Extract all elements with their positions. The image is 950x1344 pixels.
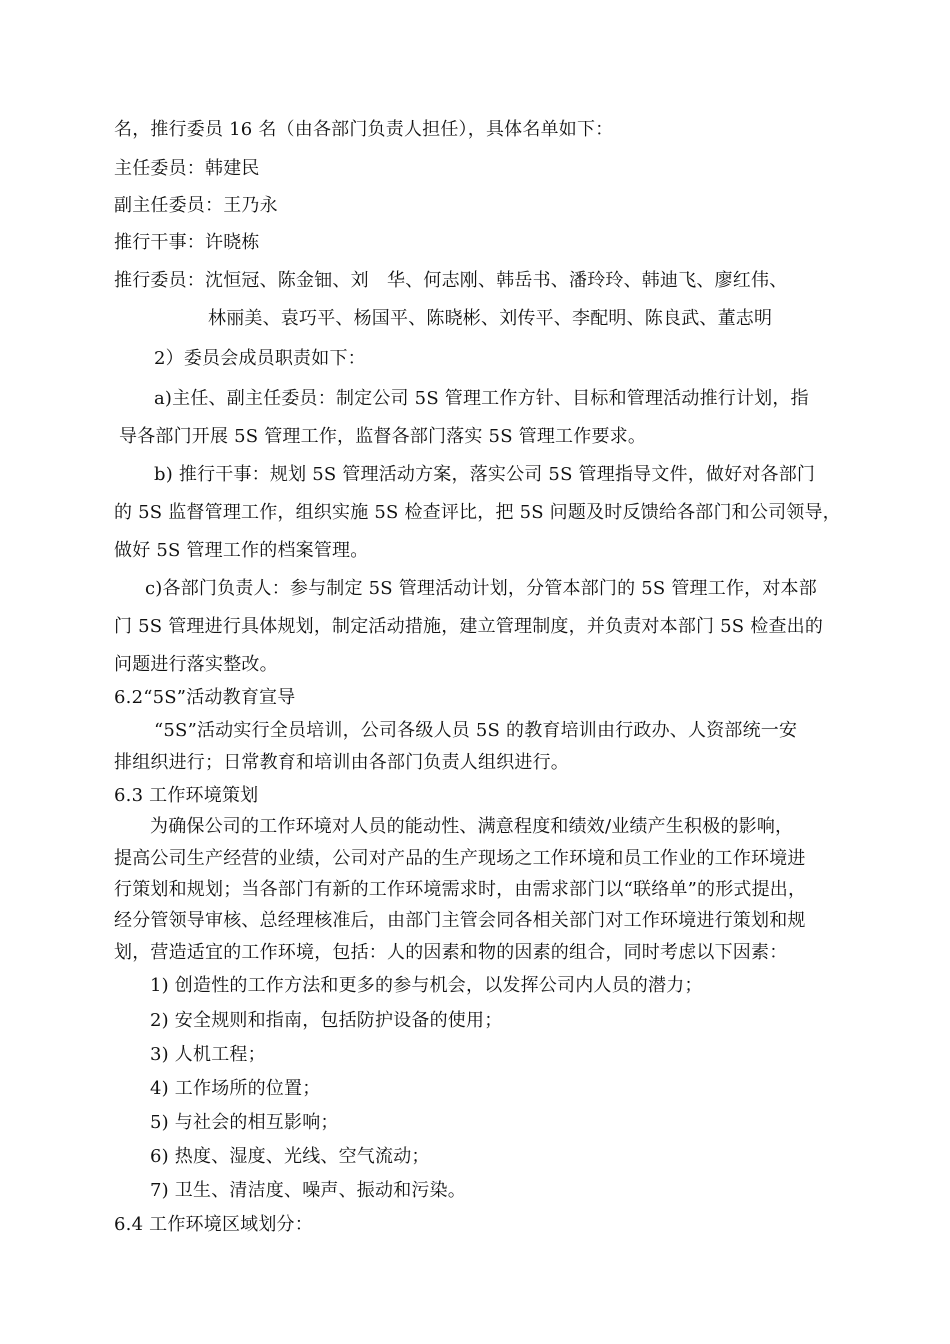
text-line: 2）委员会成员职责如下：	[154, 348, 366, 369]
text-line: 做好 5S 管理工作的档案管理。	[114, 540, 369, 561]
list-item: 7) 卫生、清洁度、噪声、振动和污染。	[150, 1180, 466, 1201]
text-line: 主任委员：韩建民	[114, 158, 260, 179]
text-line: 导各部门开展 5S 管理工作，监督各部门落实 5S 管理工作要求。	[119, 426, 647, 447]
section-heading: 6.2“5S”活动教育宣导	[114, 687, 296, 708]
text-line: 经分管领导审核、总经理核准后，由部门主管会同各相关部门对工作环境进行策划和规	[114, 910, 806, 931]
text-line: a)主任、副主任委员：制定公司 5S 管理工作方针、目标和管理活动推行计划，指	[154, 388, 809, 409]
text-line: 问题进行落实整改。	[114, 654, 278, 675]
text-line: 林丽美、袁巧平、杨国平、陈晓彬、刘传平、李配明、陈良武、董志明	[208, 308, 773, 329]
section-heading: 6.3 工作环境策划	[114, 785, 259, 806]
text-line: 推行委员：沈恒冠、陈金钿、刘 华、何志刚、韩岳书、潘玲玲、韩迪飞、廖红伟、	[114, 270, 788, 291]
text-line: c)各部门负责人：参与制定 5S 管理活动计划，分管本部门的 5S 管理工作，对本部	[145, 578, 817, 599]
list-item: 6) 热度、湿度、光线、空气流动；	[150, 1146, 430, 1167]
text-line: “5S”活动实行全员培训，公司各级人员 5S 的教育培训由行政办、人资部统一安	[154, 720, 798, 741]
text-line: 行策划和规划；当各部门有新的工作环境需求时，由需求部门以“联络单”的形式提出，	[114, 879, 807, 900]
text-line: 副主任委员：王乃永	[114, 195, 278, 216]
text-line: 划，营造适宜的工作环境，包括：人的因素和物的因素的组合，同时考虑以下因素：	[114, 942, 788, 963]
section-heading: 6.4 工作环境区域划分：	[114, 1214, 313, 1235]
text-line: 的 5S 监督管理工作，组织实施 5S 检查评比，把 5S 问题及时反馈给各部门和公司领导，	[114, 502, 841, 523]
list-item: 1) 创造性的工作方法和更多的参与机会，以发挥公司内人员的潜力；	[150, 975, 703, 996]
text-line: 排组织进行；日常教育和培训由各部门负责人组织进行。	[114, 752, 569, 773]
list-item: 2) 安全规则和指南，包括防护设备的使用；	[150, 1010, 503, 1031]
text-line: 提高公司生产经营的业绩，公司对产品的生产现场之工作环境和员工作业的工作环境进	[114, 848, 806, 869]
list-item: 3) 人机工程；	[150, 1044, 266, 1065]
list-item: 5) 与社会的相互影响；	[150, 1112, 339, 1133]
text-line: 推行干事：许晓栋	[114, 232, 260, 253]
text-line: 名，推行委员 16 名（由各部门负责人担任），具体名单如下：	[114, 119, 614, 140]
list-item: 4) 工作场所的位置；	[150, 1078, 321, 1099]
text-line: 为确保公司的工作环境对人员的能动性、满意程度和绩效/业绩产生积极的影响，	[150, 816, 794, 837]
text-line: b) 推行干事：规划 5S 管理活动方案，落实公司 5S 管理指导文件，做好对各部门	[154, 464, 816, 485]
text-line: 门 5S 管理进行具体规划，制定活动措施，建立管理制度，并负责对本部门 5S 检查出的	[114, 616, 824, 637]
